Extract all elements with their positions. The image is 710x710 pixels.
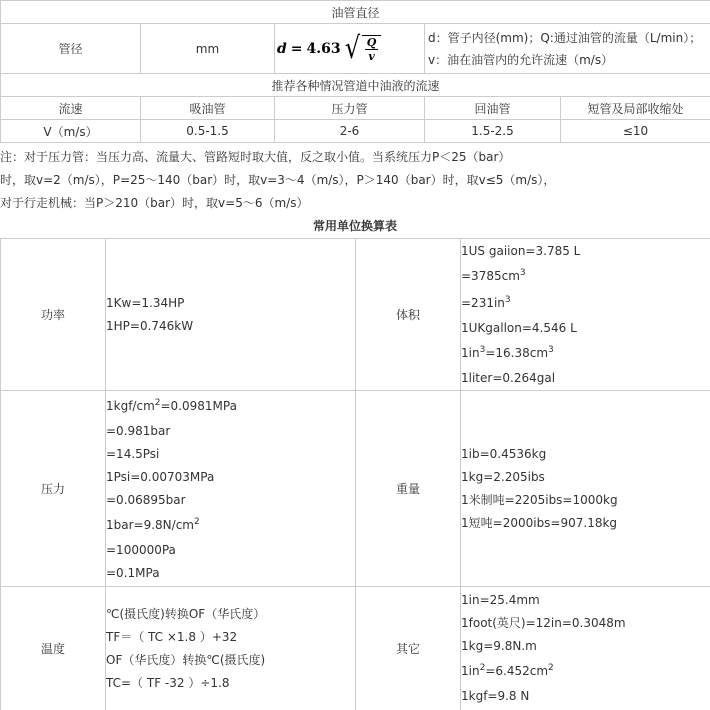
flow-header-row bbox=[1, 97, 710, 120]
weight-values: 1ib=0.4536kg 1kg=2.205ibs 1米制吨=2205ibs=1000kg 1短吨=2000ibs=907.18kg bbox=[461, 391, 710, 587]
header-cell: 压力管 bbox=[275, 97, 425, 120]
diameter-unit: mm bbox=[141, 24, 275, 74]
pipe-diameter-table bbox=[0, 0, 710, 143]
diameter-formula: d = 4.63 √ $\frac{Q}{v}$ bbox=[275, 24, 425, 74]
note-line: 对于行走机械：当P＞210（bar）时，取v=5～6（m/s） bbox=[0, 196, 309, 210]
flow-value-row bbox=[1, 120, 710, 143]
unit-conversion-table bbox=[0, 238, 710, 710]
value-cell: 2-6 bbox=[275, 120, 425, 143]
temperature-label: 温度 bbox=[1, 587, 106, 710]
value-cell: 0.5-1.5 bbox=[141, 120, 275, 143]
power-values: 1Kw=1.34HP 1HP=0.746kW bbox=[106, 239, 356, 391]
conversion-table-title: 常用单位换算表 bbox=[312, 219, 397, 233]
formula-description: d：管子内径(mm)；Q:通过油管的流量（L/min）； v：油在油管内的允许流速（m/s） bbox=[425, 24, 710, 74]
note-line: 注：对于压力管：当压力高、流量大、管路短时取大值，反之取小值。当系统压力P＜25（bar） bbox=[0, 150, 511, 164]
note-line: 时，取v=2（m/s），P=25～140（bar）时，取v=3～4（m/s），P＞140（bar）时，取v≤5（m/s）， bbox=[0, 173, 556, 187]
volume-values: 1US gaiion=3.785 L $=3785cm^3$ $=231in^3$ 1UKgallon=4.546 L $1in^3=16.38cm^3$ 1liter=0.264gal bbox=[461, 239, 710, 391]
value-cell: 1.5-2.5 bbox=[425, 120, 561, 143]
header-cell: 流速 bbox=[1, 97, 141, 120]
weight-label: 重量 bbox=[356, 391, 461, 587]
volume-label: 体积 bbox=[356, 239, 461, 391]
value-cell: V（m/s） bbox=[1, 120, 141, 143]
pressure-values: $1kgf/cm^2=0.0981MPa$ =0.981bar =14.5Psi 1Psi=0.00703MPa =0.06895bar $1bar=9.8N/cm^2$ =100000Pa =0.1MPa bbox=[106, 391, 356, 587]
temperature-values: ℃(摄氏度)转换OF（华氏度） TF＝（ TC ×1.8 ）+32 OF（华氏度）转换℃(摄氏度) TC=（ TF -32 ）÷1.8 bbox=[106, 587, 356, 710]
header-cell: 吸油管 bbox=[141, 97, 275, 120]
value-cell: ≤10 bbox=[561, 120, 710, 143]
diameter-label: 管径 bbox=[1, 24, 141, 74]
pressure-notes bbox=[0, 146, 710, 215]
other-label: 其它 bbox=[356, 587, 461, 710]
header-cell: 短管及局部收缩处 bbox=[561, 97, 710, 120]
pressure-label: 压力 bbox=[1, 391, 106, 587]
pipe-table-title: 油管直径 bbox=[1, 1, 710, 24]
power-label: 功率 bbox=[1, 239, 106, 391]
header-cell: 回油管 bbox=[425, 97, 561, 120]
other-values: 1in=25.4mm 1foot(英尺)=12in=0.3048m 1kg=9.8N.m $1in^2=6.452cm^2$ 1kgf=9.8 N bbox=[461, 587, 710, 710]
flow-velocity-title: 推荐各种情况管道中油液的流速 bbox=[1, 74, 710, 97]
